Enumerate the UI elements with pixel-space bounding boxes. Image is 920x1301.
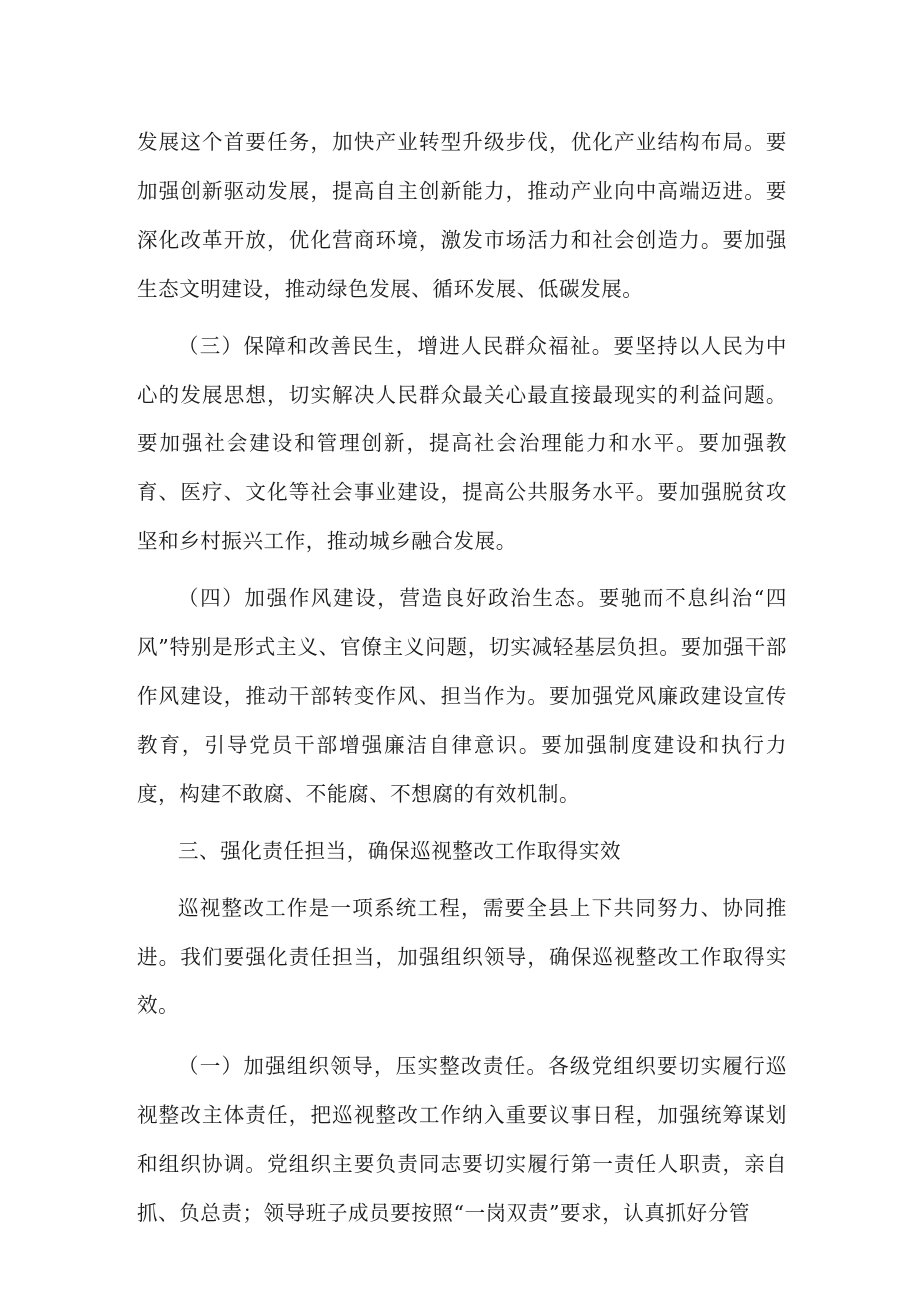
paragraph-section-3: （三）保障和改善民生，增进人民群众福祉。要坚持以人民为中心的发展思想，切实解决人民群众最关心最直接最现实的利益问题。要加强社会建设和管理创新，提高社会治理能力和水平。要加强教育、医疗、文化等社会事业建设，提高公共服务水平。要加强脱贫攻坚和乡村振兴工作，推动城乡融合发展。 [137,333,787,554]
paragraph-subsection-1: （一）加强组织领导，压实整改责任。各级党组织要切实履行巡视整改主体责任，把巡视整改工作纳入重要议事日程，加强统筹谋划和组织协调。党组织主要负责同志要切实履行第一责任人职责，亲自抓、负总责；领导班子成员要按照“一岗双责”要求，认真抓好分管 [137,1054,787,1226]
paragraph-intro: 巡视整改工作是一项系统工程，需要全县上下共同努力、协同推进。我们要强化责任担当，加强组织领导，确保巡视整改工作取得实效。 [137,895,787,1018]
paragraph-continuation: 发展这个首要任务，加快产业转型升级步伐，优化产业结构布局。要加强创新驱动发展，提高自主创新能力，推动产业向中高端迈进。要深化改革开放，优化营商环境，激发市场活力和社会创造力。要加强生态文明建设，推动绿色发展、循环发展、低碳发展。 [137,130,787,301]
document-body [137,118,787,1238]
paragraph-section-4: （四）加强作风建设，营造良好政治生态。要驰而不息纠治“四风”特别是形式主义、官僚主义问题，切实减轻基层负担。要加强干部作风建设，推动干部转变作风、担当作为。要加强党风廉政建设宣传教育，引导党员干部增强廉洁自律意识。要加强制度建设和执行力度，构建不敢腐、不能腐、不想腐的有效机制。 [137,586,787,806]
section-heading: 三、强化责任担当，确保巡视整改工作取得实效 [178,838,622,863]
